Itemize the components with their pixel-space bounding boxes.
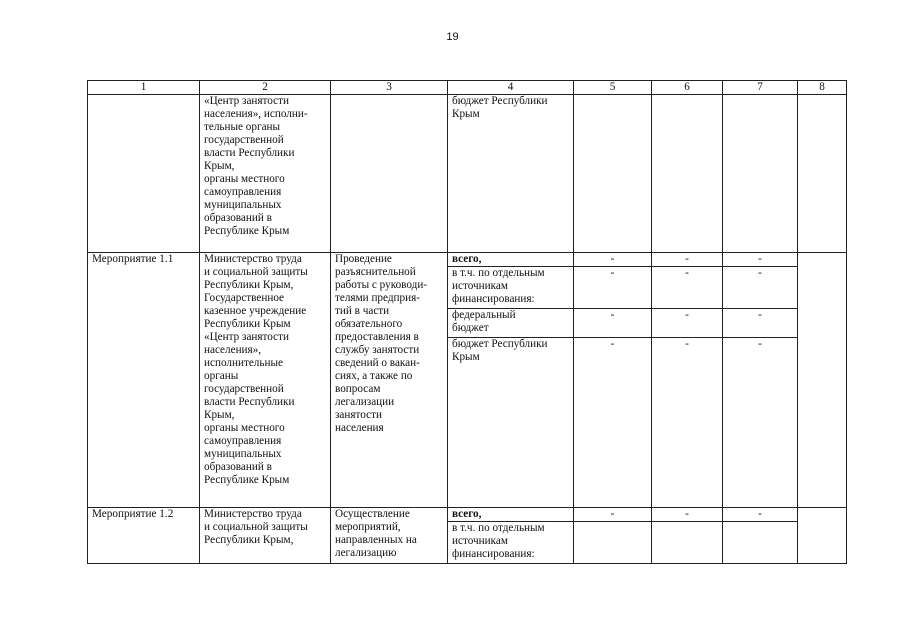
column-header: 6	[652, 81, 723, 95]
source-cell: бюджет Республики Крым	[448, 338, 574, 508]
value-cell: -	[652, 338, 723, 508]
activity-cell	[88, 95, 200, 253]
source-cell: в т.ч. по отдельным источникам финансирования:	[448, 267, 574, 309]
value-cell: -	[652, 267, 723, 309]
value-cell: -	[652, 309, 723, 338]
value-cell: -	[574, 338, 652, 508]
column-header: 7	[723, 81, 798, 95]
source-cell: федеральный бюджет	[448, 309, 574, 338]
table-row	[88, 253, 847, 267]
header-row	[88, 81, 847, 95]
value-cell	[574, 522, 652, 564]
value-cell: -	[652, 508, 723, 522]
value-cell: -	[723, 309, 798, 338]
executors-cell: Министерство труда и социальной защиты Республики Крым,	[200, 508, 331, 564]
column-header: 8	[798, 81, 847, 95]
value-cell: -	[723, 338, 798, 508]
source-cell: в т.ч. по отдельным источникам финансирования:	[448, 522, 574, 564]
description-cell: Проведение разъяснительной работы с руководи- телями предприя- тий в части обязательного предоставления в службу занятости сведений о вакан- сиях, а также по вопросам легализации занятости населения	[331, 253, 448, 508]
description-cell	[331, 95, 448, 253]
table-row	[88, 508, 847, 522]
financing-table	[87, 80, 847, 564]
column-header: 5	[574, 81, 652, 95]
value-cell: -	[574, 309, 652, 338]
column-header: 1	[88, 81, 200, 95]
source-cell: всего,	[448, 508, 574, 522]
value-cell: -	[723, 267, 798, 309]
source-cell: всего,	[448, 253, 574, 267]
executors-cell: «Центр занятости населения», исполни- тельные органы государственной власти Республики Крым, органы местного самоуправления муниципальных образований в Республике Крым	[200, 95, 331, 253]
column-header: 3	[331, 81, 448, 95]
value-cell	[652, 522, 723, 564]
description-cell: Осуществление мероприятий, направленных на легализацию	[331, 508, 448, 564]
column-header: 4	[448, 81, 574, 95]
value-cell	[723, 522, 798, 564]
column-header: 2	[200, 81, 331, 95]
activity-name: Мероприятие 1.1	[88, 253, 200, 508]
activity-name: Мероприятие 1.2	[88, 508, 200, 564]
value-cell: -	[574, 267, 652, 309]
value-cell: -	[723, 508, 798, 522]
value-cell	[798, 508, 847, 564]
table-row	[88, 95, 847, 253]
source-cell: бюджет Республики Крым	[448, 95, 574, 253]
value-cell: -	[574, 508, 652, 522]
value-cell: -	[723, 253, 798, 267]
page-number: 19	[446, 31, 459, 43]
value-cell	[798, 253, 847, 508]
value-cell: -	[652, 253, 723, 267]
executors-cell: Министерство труда и социальной защиты Республики Крым, Государственное казенное учреждение Республики Крым «Центр занятости населения», исполнительные органы государственной власти Республики Крым, органы местного самоуправления муниципальных образований в Республике Крым	[200, 253, 331, 508]
value-cell: -	[574, 253, 652, 267]
